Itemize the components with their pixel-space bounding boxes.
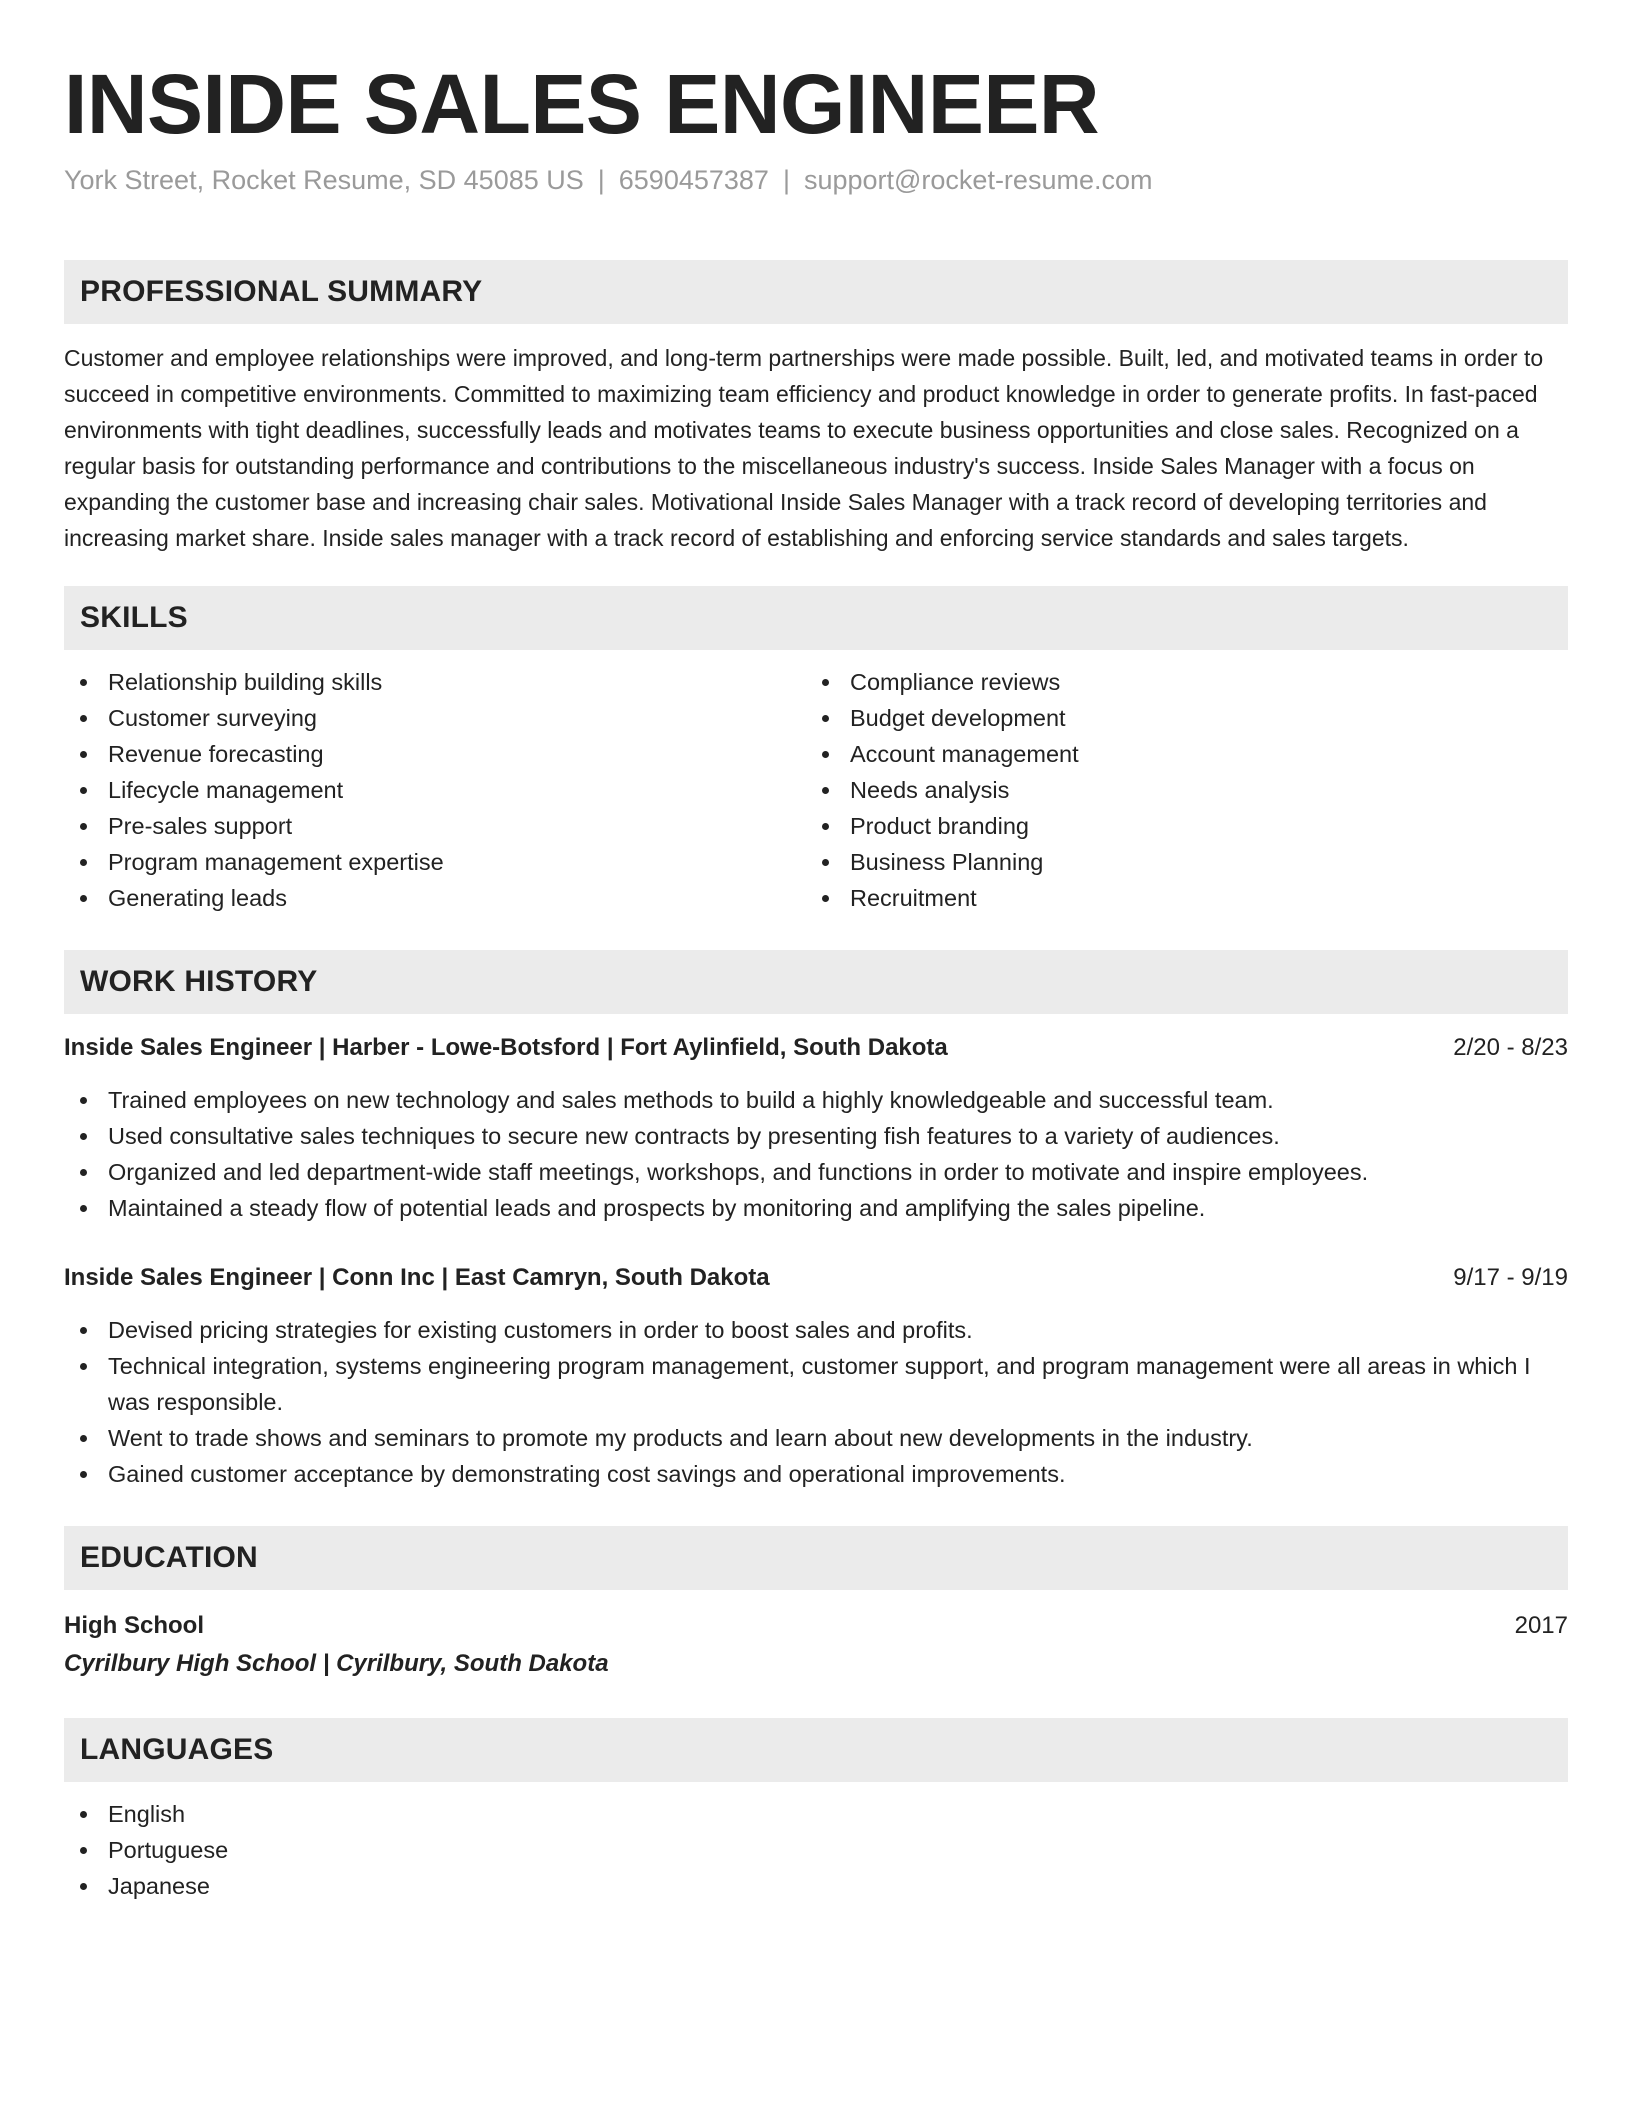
section-header-skills: SKILLS bbox=[64, 586, 1568, 650]
job-bullet: Trained employees on new technology and sales methods to build a highly knowledgeable and successful team. bbox=[64, 1082, 1568, 1118]
contact-address: York Street, Rocket Resume, SD 45085 US bbox=[64, 165, 584, 195]
resume-name: INSIDE SALES ENGINEER bbox=[64, 57, 1100, 151]
education-year: 2017 bbox=[1514, 1612, 1568, 1639]
skills-list-right bbox=[806, 664, 1548, 916]
section-header-education: EDUCATION bbox=[64, 1526, 1568, 1590]
job-title: Inside Sales Engineer | Conn Inc | East Camryn, South Dakota bbox=[64, 1264, 770, 1291]
job-bullet: Gained customer acceptance by demonstrating cost savings and operational improvements. bbox=[64, 1456, 1568, 1492]
job-heading bbox=[64, 1030, 1568, 1066]
skill-item: Product branding bbox=[806, 808, 1548, 844]
job-bullet: Maintained a steady flow of potential leads and prospects by monitoring and amplifying the sales pipeline. bbox=[64, 1190, 1568, 1226]
contact-separator: | bbox=[782, 165, 790, 195]
job-title: Inside Sales Engineer | Harber - Lowe-Botsford | Fort Aylinfield, South Dakota bbox=[64, 1034, 948, 1061]
skill-item: Business Planning bbox=[806, 844, 1548, 880]
contact-phone: 6590457387 bbox=[618, 165, 769, 195]
skill-item: Needs analysis bbox=[806, 772, 1548, 808]
job-bullet: Organized and led department-wide staff meetings, workshops, and functions in order to motivate and inspire employees. bbox=[64, 1154, 1568, 1190]
job-bullets bbox=[64, 1312, 1568, 1492]
skill-item: Budget development bbox=[806, 700, 1548, 736]
job-dates: 9/17 - 9/19 bbox=[1453, 1264, 1568, 1291]
skill-item: Revenue forecasting bbox=[64, 736, 806, 772]
skill-item: Relationship building skills bbox=[64, 664, 806, 700]
education-heading bbox=[64, 1608, 1568, 1644]
education-degree: High School bbox=[64, 1612, 204, 1639]
skill-item: Customer surveying bbox=[64, 700, 806, 736]
section-header-languages: LANGUAGES bbox=[64, 1718, 1568, 1782]
job-bullet: Technical integration, systems engineering program management, customer support, and program management were all areas in which I was responsible. bbox=[64, 1348, 1568, 1420]
job-bullets bbox=[64, 1082, 1568, 1226]
skills-columns bbox=[64, 664, 1568, 916]
skill-item: Pre-sales support bbox=[64, 808, 806, 844]
skill-item: Generating leads bbox=[64, 880, 806, 916]
language-item: Japanese bbox=[64, 1868, 1568, 1904]
summary-text: Customer and employee relationships were improved, and long-term partnerships were made possible. Built, led, and motivated teams in order to succeed in competitive environments. Committed to maximizing team efficiency and product knowledge in order to generate profits. In fast-paced environments with tight deadlines, successfully leads and motivates teams to execute business opportunities and close sales. Recognized on a regular basis for outstanding performance and contributions to the miscellaneous industry's success. Inside Sales Manager with a focus on expanding the customer base and increasing chair sales. Motivational Inside Sales Manager with a track record of developing territories and increasing market share. Inside sales manager with a track record of establishing and enforcing service standards and sales targets. bbox=[64, 345, 1544, 551]
language-item: English bbox=[64, 1796, 1568, 1832]
job-dates: 2/20 - 8/23 bbox=[1453, 1034, 1568, 1061]
job-bullet: Used consultative sales techniques to secure new contracts by presenting fish features to a variety of audiences. bbox=[64, 1118, 1568, 1154]
job-heading bbox=[64, 1260, 1568, 1296]
contact-email: support@rocket-resume.com bbox=[803, 165, 1153, 195]
section-header-summary: PROFESSIONAL SUMMARY bbox=[64, 260, 1568, 324]
contact-separator: | bbox=[597, 165, 605, 195]
job-bullet: Devised pricing strategies for existing customers in order to boost sales and profits. bbox=[64, 1312, 1568, 1348]
skills-column-left bbox=[64, 664, 806, 916]
language-item: Portuguese bbox=[64, 1832, 1568, 1868]
skill-item: Account management bbox=[806, 736, 1548, 772]
skills-list-left bbox=[64, 664, 806, 916]
skill-item: Compliance reviews bbox=[806, 664, 1548, 700]
skill-item: Lifecycle management bbox=[64, 772, 806, 808]
contact-line bbox=[64, 162, 1568, 198]
job-bullet: Went to trade shows and seminars to promote my products and learn about new developments in the industry. bbox=[64, 1420, 1568, 1456]
languages-list bbox=[64, 1796, 1568, 1904]
skill-item: Recruitment bbox=[806, 880, 1548, 916]
education-school: Cyrilbury High School | Cyrilbury, South Dakota bbox=[64, 1650, 609, 1677]
skill-item: Program management expertise bbox=[64, 844, 806, 880]
skills-column-right bbox=[806, 664, 1548, 916]
section-header-work-history: WORK HISTORY bbox=[64, 950, 1568, 1014]
